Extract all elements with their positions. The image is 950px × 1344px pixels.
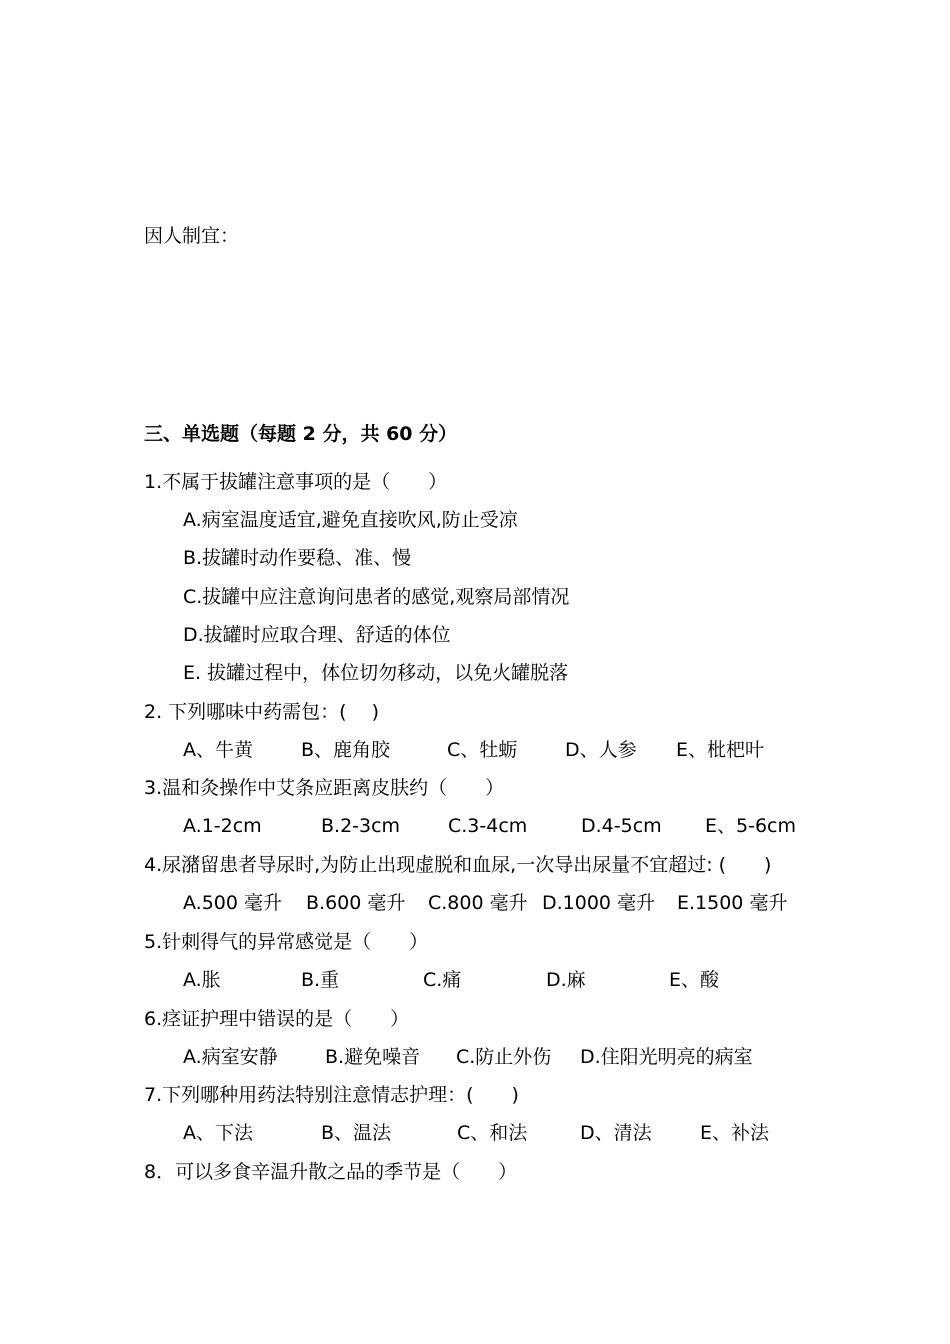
question-7-option-a: A、下法 [183,1122,253,1144]
question-4-stem: 4.尿潴留患者导尿时,为防止出现虚脱和血尿,一次导出尿量不宜超过: ( ) [144,854,772,876]
question-8-stem: 8．可以多食辛温升散之品的季节是（ ） [144,1161,518,1183]
question-2-stem: 2. 下列哪味中药需包：( ) [144,701,380,723]
question-3-stem: 3.温和灸操作中艾条应距离皮肤约（ ） [144,777,505,799]
question-3-option-d: D.4-5cm [581,815,662,837]
question-4-option-d: D.1000 毫升 [542,892,656,914]
question-5-option-a: A.胀 [183,969,221,991]
question-7-option-e: E、补法 [700,1122,770,1144]
question-4-option-e: E.1500 毫升 [677,892,788,914]
question-1-option-c: C.拔罐中应注意询问患者的感觉,观察局部情况 [183,586,570,608]
question-5-stem: 5.针刺得气的异常感觉是（ ） [144,931,429,953]
question-1-option-a: A.病室温度适宜,避免直接吹风,防止受凉 [183,509,518,531]
intro-text: 因人制宜： [144,225,240,247]
question-6-option-c: C.防止外伤 [456,1046,552,1068]
question-3-option-e: E、5-6cm [705,815,796,837]
question-5-option-c: C.痛 [423,969,462,991]
question-3-option-a: A.1-2cm [183,815,262,837]
question-7-option-c: C、和法 [457,1122,528,1144]
question-5-option-b: B.重 [301,969,340,991]
question-6-option-d: D.住阳光明亮的病室 [580,1046,753,1068]
question-7-option-b: B、温法 [321,1122,392,1144]
question-6-option-a: A.病室安静 [183,1046,278,1068]
question-2-option-c: C、牡蛎 [447,739,518,761]
section-title: 三、单选题（每题 2 分，共 60 分） [144,423,458,445]
question-4-option-c: C.800 毫升 [428,892,528,914]
question-6-option-b: B.避免噪音 [325,1046,421,1068]
question-3-option-b: B.2-3cm [321,815,401,837]
question-5-option-d: D.麻 [546,969,586,991]
question-7-option-d: D、清法 [580,1122,652,1144]
question-1-option-b: B.拔罐时动作要稳、准、慢 [183,547,412,569]
question-5-option-e: E、酸 [669,969,720,991]
question-1-stem: 1.不属于拔罐注意事项的是（ ） [144,471,448,493]
question-3-option-c: C.3-4cm [448,815,528,837]
question-2-option-b: B、鹿角胶 [301,739,391,761]
question-4-option-a: A.500 毫升 [183,892,283,914]
question-1-option-d: D.拔罐时应取合理、舒适的体位 [183,624,451,646]
question-4-option-b: B.600 毫升 [306,892,406,914]
question-2-option-d: D、人参 [565,739,637,761]
question-6-stem: 6.痉证护理中错误的是（ ） [144,1008,410,1030]
question-2-option-a: A、牛黄 [183,739,253,761]
question-1-option-e: E. 拔罐过程中，体位切勿移动，以免火罐脱落 [183,662,569,684]
question-7-stem: 7.下列哪种用药法特别注意情志护理：( ) [144,1084,519,1106]
question-2-option-e: E、枇杷叶 [676,739,765,761]
